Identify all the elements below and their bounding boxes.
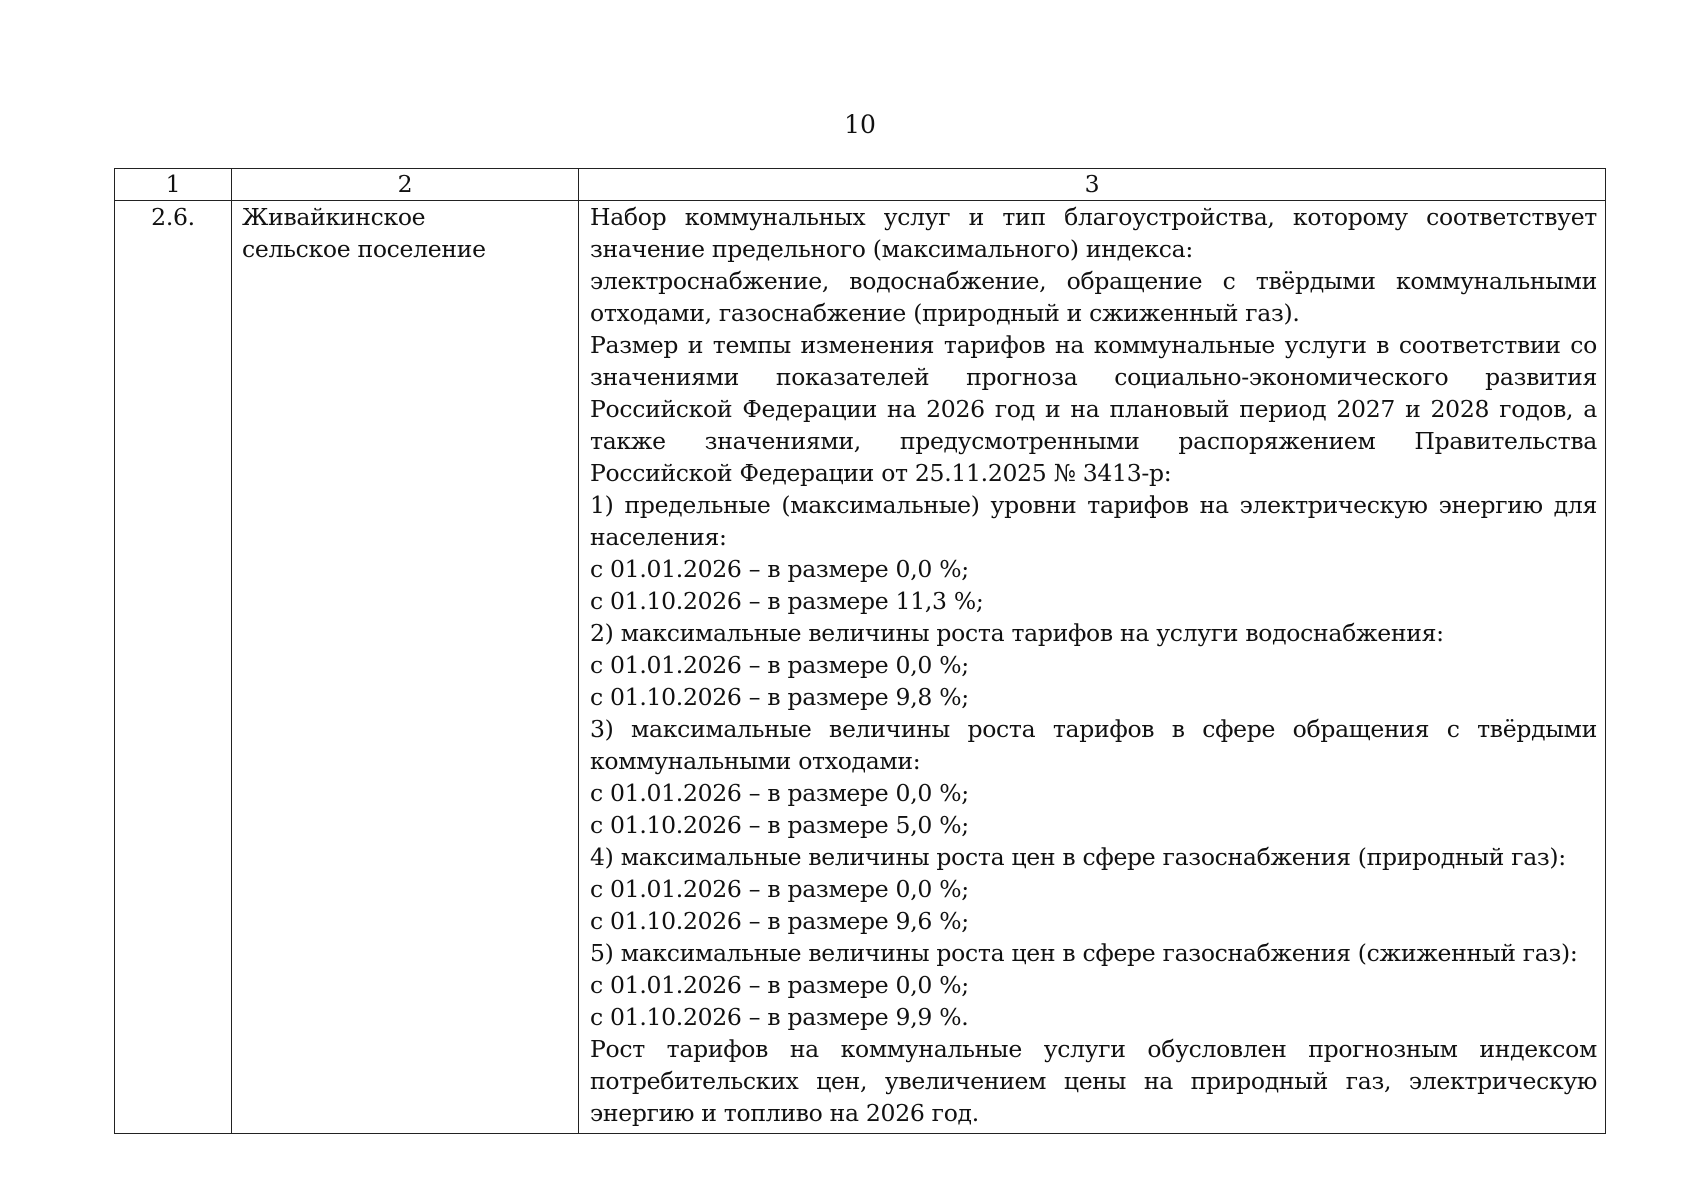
rate-line: с 01.10.2026 – в размере 5,0 %;	[590, 811, 969, 839]
water-item-heading: 2) максимальные величины роста тарифов на услуги водоснабжения:	[590, 619, 1444, 647]
column-number-1: 1	[115, 169, 232, 201]
settlement-name-line: Живайкинское	[242, 203, 426, 231]
column-number-2: 2	[232, 169, 579, 201]
rate-line: с 01.10.2026 – в размере 9,8 %;	[590, 683, 969, 711]
rate-line: с 01.10.2026 – в размере 11,3 %;	[590, 587, 984, 615]
rate-line: с 01.01.2026 – в размере 0,0 %;	[590, 875, 969, 903]
row-number: 2.6.	[115, 201, 232, 1134]
tariff-basis-paragraph: Размер и темпы изменения тарифов на коммунальные услуги в соответствии со значениями показателей прогноза социально-экономического развития Российской Федерации на 2026 год и на плановый период 2027 и 2028 годов, а также значениями, предусмотренными распоряжением Правительства Российской Федерации от 25.11.2025 № 3413-р:	[590, 331, 1597, 487]
settlement-name-cell	[232, 201, 579, 1134]
column-number-3: 3	[579, 169, 1606, 201]
utility-list-paragraph: электроснабжение, водоснабжение, обращение с твёрдыми коммунальными отходами, газоснабжение (природный и сжиженный газ).	[590, 267, 1597, 327]
rate-line: с 01.01.2026 – в размере 0,0 %;	[590, 971, 969, 999]
natural-gas-item-heading: 4) максимальные величины роста цен в сфере газоснабжения (природный газ):	[590, 843, 1566, 871]
electricity-item-heading: 1) предельные (максимальные) уровни тарифов на электрическую энергию для населения:	[590, 491, 1597, 551]
waste-item-heading: 3) максимальные величины роста тарифов в сфере обращения с твёрдыми коммунальными отходами:	[590, 715, 1597, 775]
table-header-row	[115, 169, 1606, 201]
rate-line: с 01.01.2026 – в размере 0,0 %;	[590, 651, 969, 679]
liquefied-gas-item-heading: 5) максимальные величины роста цен в сфере газоснабжения (сжиженный газ):	[590, 939, 1578, 967]
page-number: 10	[844, 110, 876, 139]
tariff-growth-reason-paragraph: Рост тарифов на коммунальные услуги обусловлен прогнозным индексом потребительских цен, увеличением цены на природный газ, электрическую энергию и топливо на 2026 год.	[590, 1035, 1597, 1127]
tariff-table	[114, 168, 1606, 1134]
table-row	[115, 201, 1606, 1134]
rate-line: с 01.10.2026 – в размере 9,6 %;	[590, 907, 969, 935]
rate-line: с 01.01.2026 – в размере 0,0 %;	[590, 779, 969, 807]
utility-set-paragraph: Набор коммунальных услуг и тип благоустройства, которому соответствует значение предельного (максимального) индекса:	[590, 203, 1597, 263]
rate-line: с 01.10.2026 – в размере 9,9 %.	[590, 1003, 969, 1031]
tariff-description-cell	[579, 201, 1606, 1134]
rate-line: с 01.01.2026 – в размере 0,0 %;	[590, 555, 969, 583]
settlement-name-line: сельское поселение	[242, 235, 486, 263]
